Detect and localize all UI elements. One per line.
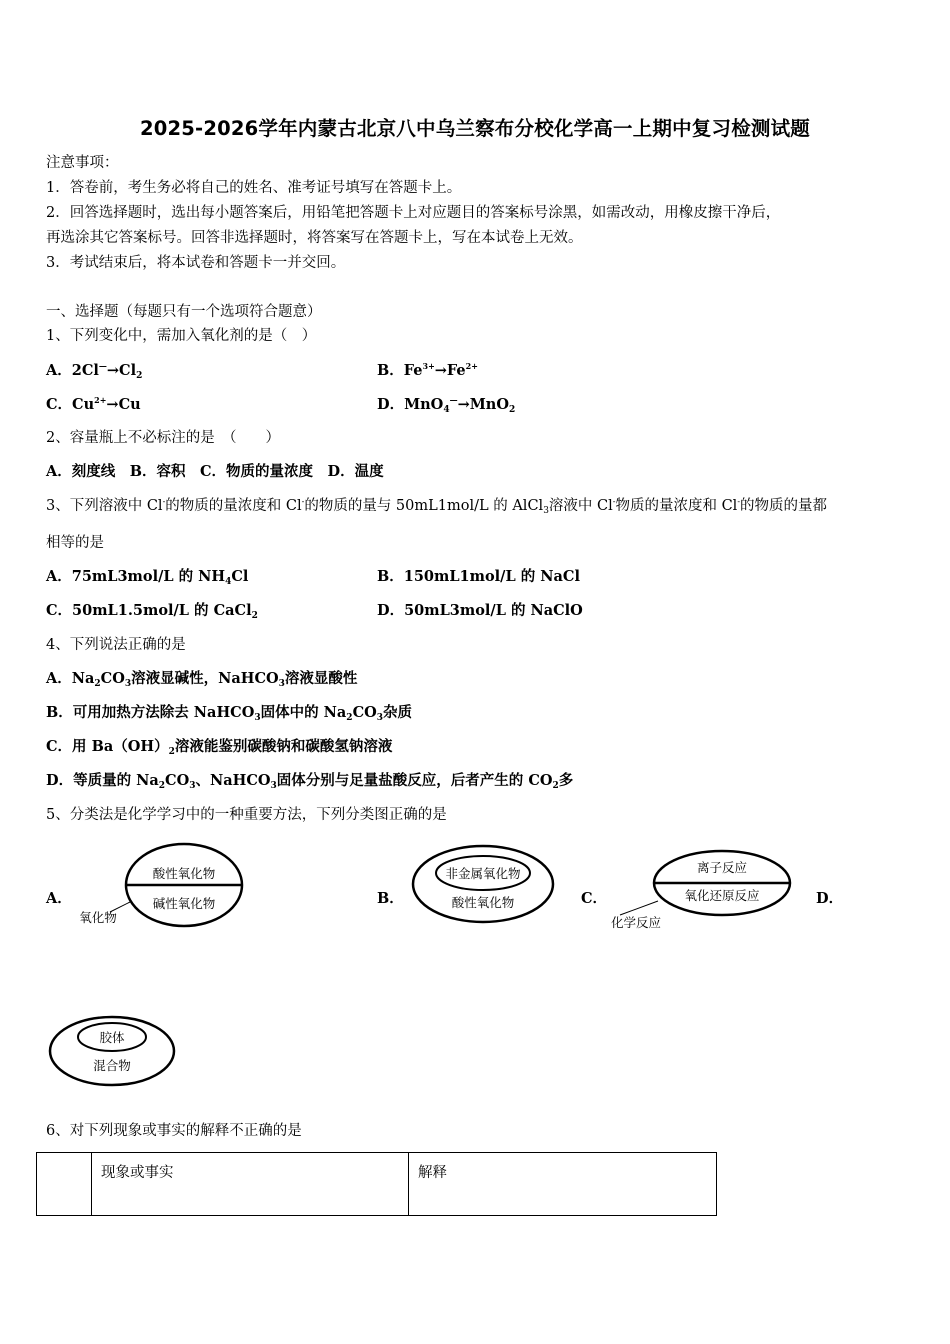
question-5-stem: 5、分类法是化学学习中的一种重要方法，下列分类图正确的是 xyxy=(46,807,447,823)
question-4-stem: 4、下列说法正确的是 xyxy=(46,637,186,653)
label-redox-reaction: 氧化还原反应 xyxy=(684,888,760,903)
question-2-stem: 2、容量瓶上不必标注的是 （ ） xyxy=(46,430,280,446)
question-3-stem: 3、下列溶液中 Cl-的物质的量浓度和 Cl-的物质的量与 50mL1mol/L 的 AlCl$_3$溶液中 Cl-物质的量浓度和 Cl-的物质的量都 xyxy=(46,497,828,516)
notice-heading: 注意事项： xyxy=(46,155,119,171)
notice-item: 再选涂其它答案标号。回答非选择题时，将答案写在答题卡上，写在本试卷上无效。 xyxy=(46,230,583,246)
q5-diagram-b xyxy=(404,840,564,934)
q5-diagram-c xyxy=(604,845,804,944)
q5-option-d-label[interactable]: D． xyxy=(816,890,844,907)
label-acidic-oxide: 酸性氧化物 xyxy=(152,866,216,881)
label-acidic-oxide: 酸性氧化物 xyxy=(451,895,515,910)
q2-options[interactable]: A．刻度线 B．容积 C．物质的量浓度 D．温度 xyxy=(46,463,384,480)
q3-option-b[interactable]: B．150mL1mol/L 的 NaCl xyxy=(377,568,580,585)
q4-option-d[interactable]: D．等质量的 $Na_2CO_3$、NaHCO$_3$固体分别与足量盐酸反应，后者产生的 $CO_2$多 xyxy=(46,772,574,791)
q5-option-c-label[interactable]: C． xyxy=(581,890,608,907)
table-header-cell: 解释 xyxy=(409,1153,717,1216)
q4-option-c[interactable]: C．用 $Ba(OH)_2$溶液能鉴别碳酸钠和碳酸氢钠溶液 xyxy=(46,738,393,757)
q4-option-b[interactable]: B．可用加热方法除去 NaHCO$_3$固体中的 $Na_2CO_3$杂质 xyxy=(46,704,412,723)
label-colloid: 胶体 xyxy=(99,1030,125,1045)
question-1-stem: 1、下列变化中，需加入氧化剂的是（ ） xyxy=(46,328,317,344)
label-chemical-reaction: 化学反应 xyxy=(610,915,662,930)
table-row xyxy=(37,1153,717,1216)
label-ionic-reaction: 离子反应 xyxy=(696,860,748,875)
label-mixture: 混合物 xyxy=(93,1058,131,1073)
q5-option-b-label[interactable]: B． xyxy=(377,890,404,907)
q5-option-a-label[interactable]: A． xyxy=(46,890,72,907)
outer-ellipse xyxy=(413,846,553,922)
q5-diagram-a xyxy=(70,838,250,942)
label-basic-oxide: 碱性氧化物 xyxy=(152,896,216,911)
q1-option-b[interactable]: B．$Fe^{3+}\to Fe^{2+}$ xyxy=(377,361,478,379)
q6-table xyxy=(36,1152,717,1216)
notice-item: 2．回答选择题时，选出每小题答案后，用铅笔把答题卡上对应题目的答案标号涂黑，如需改动，用橡皮擦干净后， xyxy=(46,205,781,221)
section-heading: 一、选择题（每题只有一个选项符合题意） xyxy=(46,304,322,320)
question-6-stem: 6、对下列现象或事实的解释不正确的是 xyxy=(46,1123,302,1139)
q1-option-d[interactable]: D．MnO$_4$—→MnO$_2$ xyxy=(377,395,516,415)
q1-option-a[interactable]: A．$2Cl^—\to Cl_2$ xyxy=(46,361,143,381)
table-header-cell xyxy=(37,1153,92,1216)
table-header-cell: 现象或事实 xyxy=(92,1153,409,1216)
q4-option-a[interactable]: A．$Na_2CO_3$溶液显碱性，NaHCO$_3$溶液显酸性 xyxy=(46,670,358,689)
q3-option-a[interactable]: A．75mL3mol/L 的 $NH_4Cl$ xyxy=(46,568,249,587)
q3-option-d[interactable]: D．50mL3mol/L 的 NaClO xyxy=(377,602,583,619)
question-3-stem-cont: 相等的是 xyxy=(46,535,104,551)
page-title: 2025-2026学年内蒙古北京八中乌兰察布分校化学高一上期中复习检测试题 xyxy=(139,117,811,140)
label-oxide: 氧化物 xyxy=(79,910,117,925)
notice-item: 1．答卷前，考生务必将自己的姓名、准考证号填写在答题卡上。 xyxy=(46,180,462,196)
notice-item: 3．考试结束后，将本试卷和答题卡一并交回。 xyxy=(46,255,346,271)
pointer-line xyxy=(620,901,658,915)
q3-option-c[interactable]: C．50mL1.5mol/L 的 CaCl$_2$ xyxy=(46,602,258,621)
q5-diagram-d xyxy=(44,1013,184,1097)
label-nonmetal-oxide: 非金属氧化物 xyxy=(445,866,521,881)
q1-option-c[interactable]: C．$Cu^{2+}\to Cu$ xyxy=(46,395,141,413)
